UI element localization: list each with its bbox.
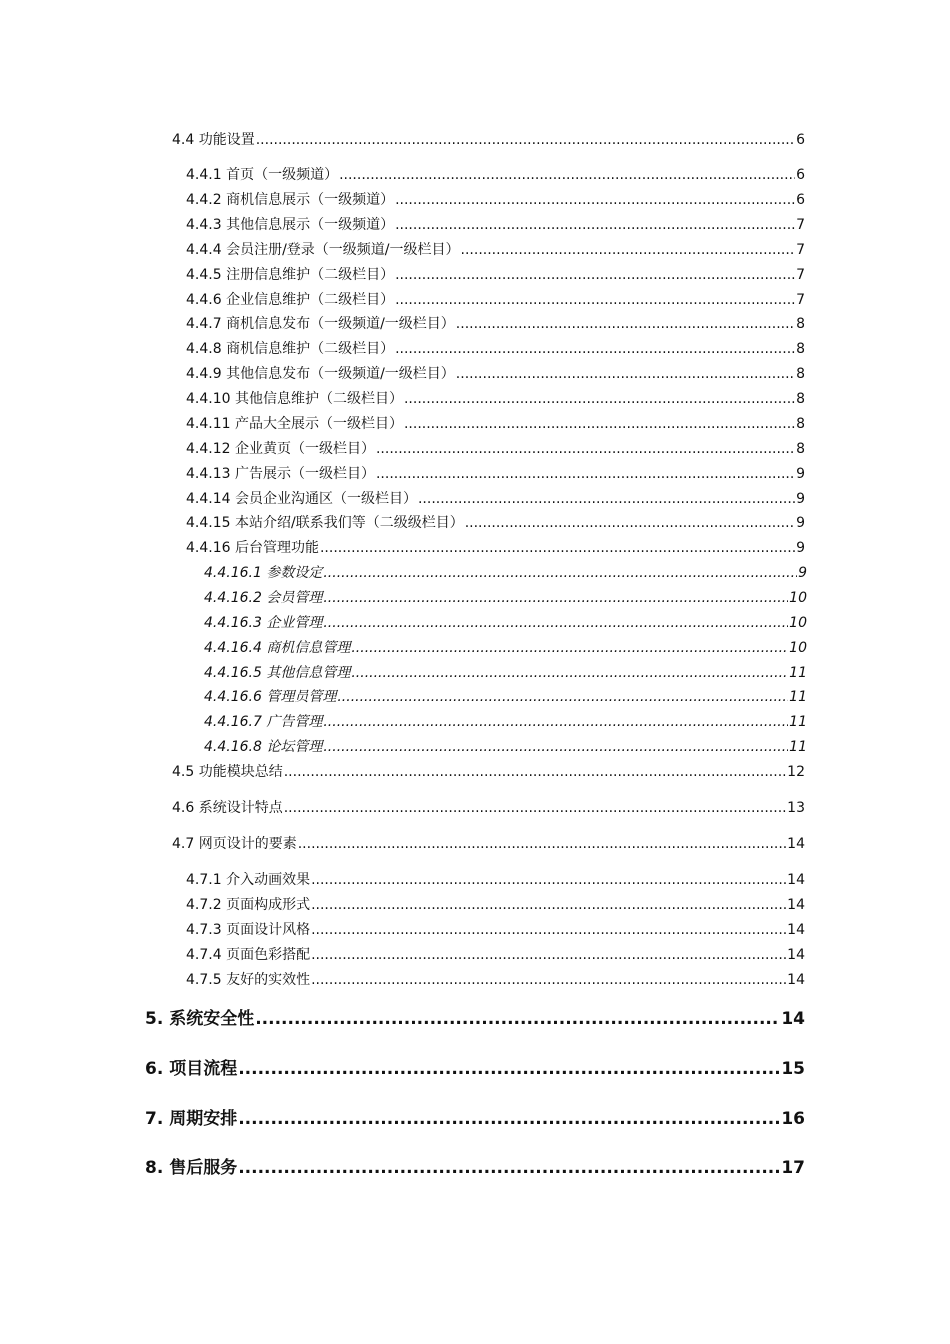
toc-entry-title: 4.7.4 页面色彩搭配	[186, 947, 311, 963]
toc-entry-title: 4.4.11 产品大全展示（一级栏目）	[186, 416, 403, 432]
toc-entry-page: 9	[796, 540, 805, 556]
toc-entry-title: 4.4.16.3 企业管理	[204, 615, 323, 631]
toc-leader-dots	[337, 689, 788, 705]
toc-entry-title: 4.7.5 友好的实效性	[186, 972, 311, 988]
toc-leader-dots	[256, 132, 795, 148]
toc-entry-page: 14	[781, 1009, 805, 1029]
toc-leader-dots	[311, 897, 786, 913]
toc-entry-page: 8	[796, 316, 805, 332]
toc-entry[interactable]	[186, 894, 805, 914]
toc-entry[interactable]	[204, 736, 807, 756]
toc-leader-dots	[339, 167, 795, 183]
toc-entry[interactable]	[186, 512, 805, 532]
toc-entry-page: 8	[796, 391, 805, 407]
toc-entry-page: 10	[789, 640, 807, 656]
toc-entry-title: 4.4.12 企业黄页（一级栏目）	[186, 441, 375, 457]
toc-entry-page: 16	[781, 1109, 805, 1129]
toc-entry-title: 8. 售后服务	[145, 1158, 238, 1178]
toc-entry[interactable]	[186, 537, 805, 557]
toc-entry-title: 4.4.16.2 会员管理	[204, 590, 323, 606]
toc-entry-page: 14	[787, 972, 805, 988]
toc-leader-dots	[311, 947, 786, 963]
toc-entry-title: 4.4.16.6 管理员管理	[204, 689, 337, 705]
toc-entry[interactable]	[186, 239, 805, 259]
toc-entry-title: 4.4.16.8 论坛管理	[204, 739, 323, 755]
toc-leader-dots	[311, 922, 786, 938]
toc-entry-title: 4.4.5 注册信息维护（二级栏目）	[186, 267, 395, 283]
toc-entry-title: 4.4.8 商机信息维护（二级栏目）	[186, 341, 395, 357]
toc-entry-page: 7	[796, 242, 805, 258]
toc-entry-title: 4.4.16.5 其他信息管理	[204, 665, 351, 681]
toc-entry-title: 4.4.13 广告展示（一级栏目）	[186, 466, 375, 482]
toc-entry-page: 14	[787, 897, 805, 913]
toc-entry-title: 4.4.1 首页（一级频道）	[186, 167, 339, 183]
toc-entry-page: 7	[796, 217, 805, 233]
toc-entry-title: 4.4.16.1 参数设定	[204, 565, 323, 581]
toc-leader-dots	[284, 764, 786, 780]
toc-entry-page: 9	[796, 515, 805, 531]
toc-leader-dots	[238, 1109, 780, 1129]
toc-leader-dots	[323, 714, 788, 730]
toc-entry[interactable]	[186, 164, 805, 184]
toc-entry-page: 17	[781, 1158, 805, 1178]
toc-entry-page: 11	[789, 739, 807, 755]
toc-entry-title: 4.4.4 会员注册/登录（一级频道/一级栏目）	[186, 242, 460, 258]
toc-entry-title: 4.5 功能模块总结	[172, 764, 283, 780]
toc-entry[interactable]	[186, 463, 805, 483]
toc-entry[interactable]	[186, 189, 805, 209]
toc-leader-dots	[323, 739, 788, 755]
toc-entry-page: 14	[787, 922, 805, 938]
toc-leader-dots	[311, 872, 786, 888]
toc-leader-dots	[376, 466, 795, 482]
toc-leader-dots	[461, 242, 796, 258]
toc-entry-title: 4.4.10 其他信息维护（二级栏目）	[186, 391, 403, 407]
toc-entry[interactable]	[204, 562, 807, 582]
toc-leader-dots	[255, 1009, 780, 1029]
toc-leader-dots	[311, 972, 786, 988]
toc-chapter-entry[interactable]	[145, 1054, 805, 1079]
toc-leader-dots	[404, 416, 795, 432]
toc-entry-page: 8	[796, 341, 805, 357]
toc-entry-page: 6	[796, 192, 805, 208]
toc-leader-dots	[351, 640, 788, 656]
toc-entry-title: 4.4 功能设置	[172, 132, 255, 148]
toc-leader-dots	[395, 192, 795, 208]
toc-entry[interactable]	[186, 214, 805, 234]
toc-entry-title: 4.4.3 其他信息展示（一级频道）	[186, 217, 395, 233]
toc-entry-page: 8	[796, 366, 805, 382]
toc-chapter-entry[interactable]	[145, 1104, 805, 1129]
toc-leader-dots	[320, 540, 795, 556]
toc-entry[interactable]	[186, 264, 805, 284]
toc-entry-title: 6. 项目流程	[145, 1059, 238, 1079]
toc-entry-title: 4.6 系统设计特点	[172, 800, 283, 816]
toc-entry-title: 4.4.16 后台管理功能	[186, 540, 319, 556]
toc-entry-title: 4.7.1 介入动画效果	[186, 872, 311, 888]
toc-leader-dots	[323, 615, 788, 631]
toc-leader-dots	[456, 316, 795, 332]
toc-entry-title: 4.4.6 企业信息维护（二级栏目）	[186, 292, 395, 308]
toc-leader-dots	[351, 665, 788, 681]
toc-leader-dots	[238, 1059, 780, 1079]
toc-leader-dots	[418, 491, 795, 507]
toc-entry-page: 8	[796, 441, 805, 457]
toc-entry-title: 7. 周期安排	[145, 1109, 238, 1129]
toc-entry[interactable]	[186, 289, 805, 309]
toc-entry-page: 7	[796, 267, 805, 283]
toc-entry-page: 15	[781, 1059, 805, 1079]
toc-leader-dots	[395, 341, 795, 357]
toc-leader-dots	[456, 366, 795, 382]
toc-leader-dots	[395, 217, 795, 233]
toc-entry-title: 4.4.16.4 商机信息管理	[204, 640, 351, 656]
toc-entry[interactable]	[172, 129, 805, 149]
toc-leader-dots	[376, 441, 795, 457]
toc-entry-page: 14	[787, 947, 805, 963]
toc-entry-page: 12	[787, 764, 805, 780]
toc-entry[interactable]	[172, 797, 805, 817]
toc-entry-page: 14	[787, 836, 805, 852]
toc-leader-dots	[298, 836, 786, 852]
toc-entry[interactable]	[172, 833, 805, 853]
toc-entry[interactable]	[204, 711, 807, 731]
toc-entry[interactable]	[204, 662, 807, 682]
toc-leader-dots	[465, 515, 795, 531]
toc-entry-page: 11	[789, 714, 807, 730]
toc-entry[interactable]	[172, 761, 805, 781]
toc-entry[interactable]	[186, 488, 805, 508]
toc-entry[interactable]	[186, 313, 805, 333]
toc-entry-page: 8	[796, 416, 805, 432]
toc-entry-title: 4.4.16.7 广告管理	[204, 714, 323, 730]
toc-entry[interactable]	[186, 438, 805, 458]
toc-entry-page: 6	[796, 132, 805, 148]
toc-chapter-entry[interactable]	[145, 1004, 805, 1029]
toc-leader-dots	[238, 1158, 780, 1178]
toc-entry[interactable]	[186, 969, 805, 989]
toc-chapter-entry[interactable]	[145, 1153, 805, 1178]
toc-entry-title: 4.7.2 页面构成形式	[186, 897, 311, 913]
toc-entry-page: 6	[796, 167, 805, 183]
toc-entry[interactable]	[186, 869, 805, 889]
toc-entry-page: 11	[789, 689, 807, 705]
toc-entry-page: 11	[789, 665, 807, 681]
toc-entry[interactable]	[204, 686, 807, 706]
toc-entry[interactable]	[186, 919, 805, 939]
toc-entry-page: 9	[796, 466, 805, 482]
toc-entry[interactable]	[186, 944, 805, 964]
toc-leader-dots	[284, 800, 786, 816]
toc-leader-dots	[395, 292, 795, 308]
toc-entry[interactable]	[186, 363, 805, 383]
toc-entry[interactable]	[204, 612, 807, 632]
toc-entry[interactable]	[186, 388, 805, 408]
toc-entry-page: 13	[787, 800, 805, 816]
toc-entry-title: 4.7.3 页面设计风格	[186, 922, 311, 938]
toc-entry-page: 9	[796, 491, 805, 507]
toc-leader-dots	[395, 267, 795, 283]
toc-entry-page: 7	[796, 292, 805, 308]
toc-leader-dots	[404, 391, 795, 407]
toc-entry-title: 4.7 网页设计的要素	[172, 836, 297, 852]
toc-entry-title: 5. 系统安全性	[145, 1009, 255, 1029]
toc-entry-page: 10	[789, 590, 807, 606]
toc-leader-dots	[323, 590, 788, 606]
toc-entry-title: 4.4.15 本站介绍/联系我们等（二级级栏目）	[186, 515, 464, 531]
toc-entry-title: 4.4.9 其他信息发布（一级频道/一级栏目）	[186, 366, 455, 382]
toc-entry[interactable]	[186, 338, 805, 358]
toc-entry-title: 4.4.7 商机信息发布（一级频道/一级栏目）	[186, 316, 455, 332]
toc-entry[interactable]	[204, 637, 807, 657]
toc-entry-page: 10	[789, 615, 807, 631]
toc-entry-page: 14	[787, 872, 805, 888]
toc-entry-title: 4.4.2 商机信息展示（一级频道）	[186, 192, 395, 208]
toc-entry[interactable]	[204, 587, 807, 607]
toc-entry-page: 9	[798, 565, 807, 581]
toc-entry-title: 4.4.14 会员企业沟通区（一级栏目）	[186, 491, 417, 507]
toc-leader-dots	[323, 565, 797, 581]
toc-entry[interactable]	[186, 413, 805, 433]
